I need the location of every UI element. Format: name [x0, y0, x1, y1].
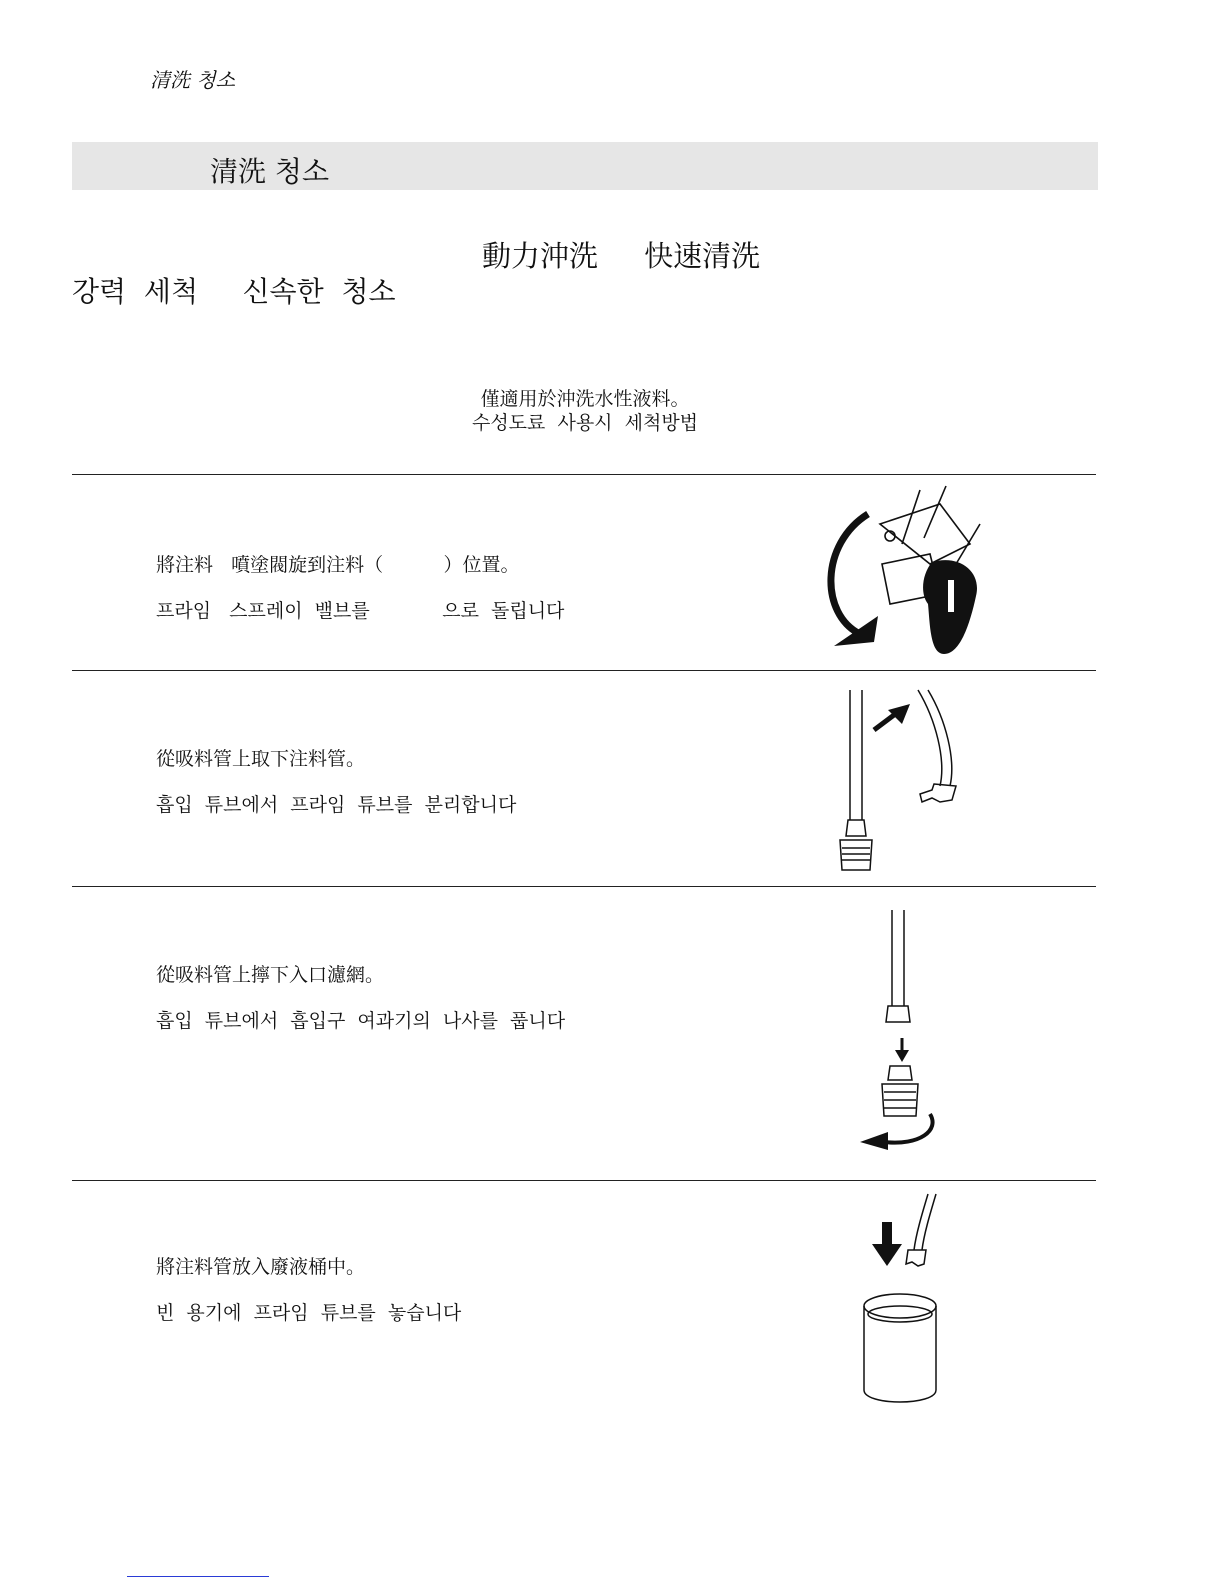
- divider: [72, 474, 1096, 475]
- subtitle-korean: 강력 세척 신속한 청소: [72, 275, 396, 308]
- note-korean: 수성도료 사용시 세척방법: [471, 412, 699, 434]
- running-head: 清洗 청소: [150, 68, 235, 92]
- divider: [72, 670, 1096, 671]
- step-1-chinese: 將注料 噴塗閥旋到注料（ ）位置。: [156, 554, 520, 576]
- section-title: 清洗 청소: [210, 155, 329, 188]
- step-3-chinese: 從吸料管上擰下入口濾網。: [156, 964, 385, 986]
- prime-valve-figure: [820, 484, 1000, 664]
- divider: [72, 1180, 1096, 1181]
- tube-container-figure: [862, 1194, 962, 1410]
- step-1-korean: 프라임 스프레이 밸브를 으로 돌립니다: [156, 600, 565, 622]
- step-2-korean: 흡입 튜브에서 프라임 튜브를 분리합니다: [156, 794, 517, 816]
- step-2-chinese: 從吸料管上取下注料管。: [156, 748, 366, 770]
- section-title-band: [72, 142, 1098, 190]
- divider: [72, 886, 1096, 887]
- step-4-chinese: 將注料管放入廢液桶中。: [156, 1256, 366, 1278]
- subtitle-chinese: 動力沖洗 快速清洗: [482, 239, 761, 273]
- step-3-korean: 흡입 튜브에서 흡입구 여과기의 나사를 풉니다: [156, 1010, 566, 1032]
- filter-unscrew-figure: [860, 910, 960, 1150]
- tube-detach-figure: [836, 690, 976, 880]
- footer-rule: [127, 1576, 269, 1577]
- note-chinese: 僅適用於沖洗水性液料。: [480, 388, 690, 410]
- step-4-korean: 빈 용기에 프라임 튜브를 놓습니다: [156, 1302, 462, 1324]
